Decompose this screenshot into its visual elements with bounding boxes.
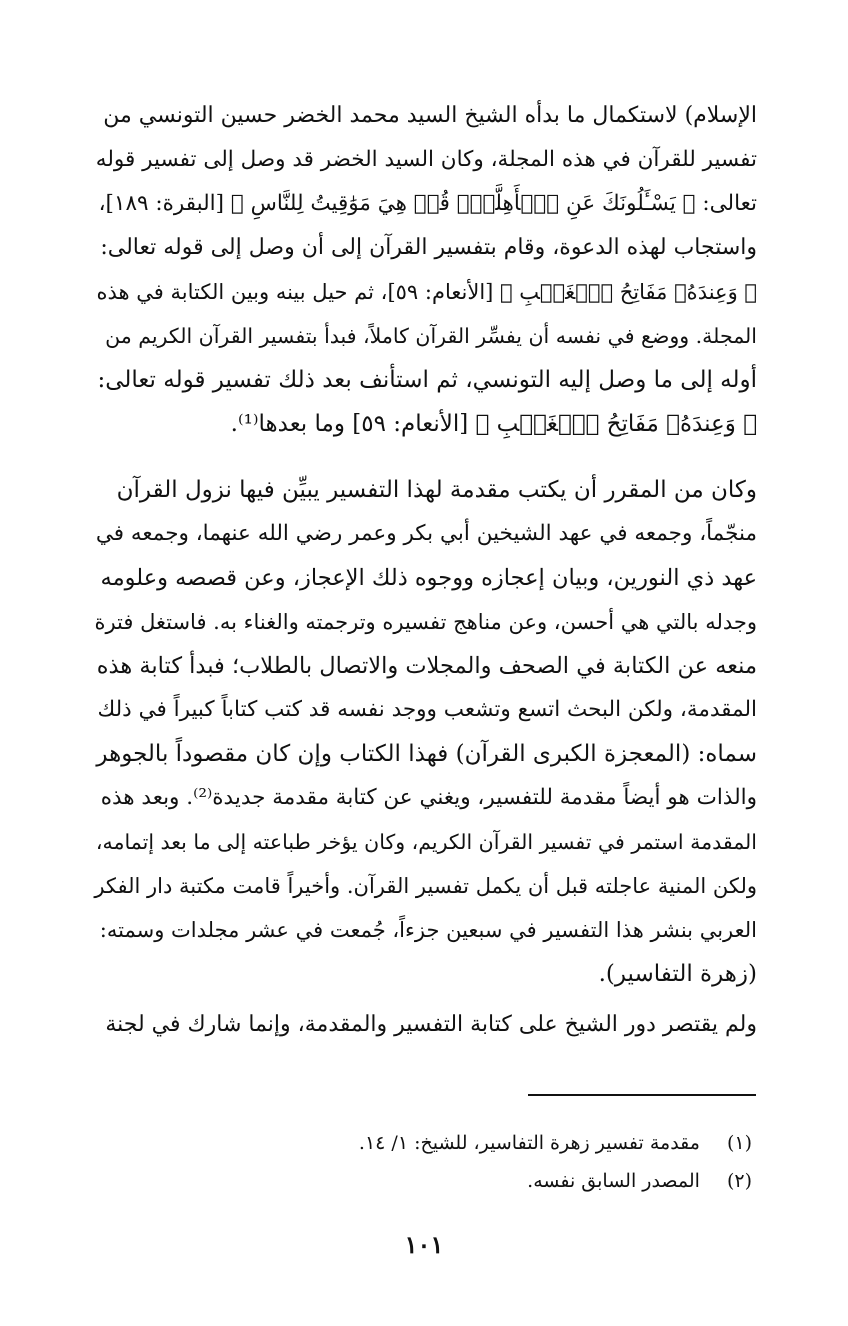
text-line: أوله إلى ما وصل إليه التونسي، ثم استأنف بعد ذلك تفسير قوله تعالى: [97,367,757,393]
paragraph-3 [92,1003,757,1047]
footnote-text: مقدمة تفسير زهرة التفاسير، للشيخ: ١/ ١٤. [358,1132,700,1154]
text-line: ﴿ وَعِندَهُۥ مَفَاتِحُ ٱلۡغَيۡبِ ﴾ [الأنعام: ٥٩]، ثم حيل بينه وبين الكتابة في هذه [96,280,757,304]
text-line: والذات هو أيضاً مقدمة للتفسير، ويغني عن كتابة مقدمة جديدة⁽²⁾. وبعد هذه [100,785,757,810]
text-line: (زهرة التفاسير). [598,961,757,987]
text-line: منعه عن الكتابة في الصحف والمجلات والاتصال بالطلاب؛ فبدأ كتابة هذه [96,653,757,679]
paragraph-1 [92,94,757,446]
footnote-2 [232,1162,752,1200]
text-line: العربي بنشر هذا التفسير في سبعين جزءاً، جُمعت في عشر مجلدات وسمته: [99,918,757,942]
paragraph-2 [92,468,757,996]
text-line: سماه: (المعجزة الكبرى القرآن) فهذا الكتاب وإن كان مقصوداً بالجوهر [96,741,757,767]
footnote-divider [528,1094,756,1096]
text-line: وجدله بالتي هي أحسن، وعن مناهج تفسيره وترجمته والغناء به. فاستغل فترة [94,610,757,634]
text-line: تفسير للقرآن في هذه المجلة، وكان السيد الخضر قد وصل إلى تفسير قوله [95,147,757,172]
text-line: تعالى: ﴿ يَسْـَٔلُونَكَ عَنِ ٱلۡأَهِلَّةِۖ قُلۡ هِيَ مَوَٰقِيتُ لِلنَّاسِ ﴾ [البقرة: ١٨٩]، [98,191,757,216]
footnote-number: (١) [726,1132,752,1154]
text-line: ولم يقتصر دور الشيخ على كتابة التفسير والمقدمة، وإنما شارك في لجنة [105,1012,757,1037]
footnote-1 [232,1124,752,1162]
text-line: ولكن المنية عاجلته قبل أن يكمل تفسير القرآن. وأخيراً قامت مكتبة دار الفكر [94,874,757,898]
text-line: المجلة. ووضع في نفسه أن يفسِّر القرآن كاملاً، فبدأ بتفسير القرآن الكريم من [105,324,757,348]
footnote-text: المصدر السابق نفسه. [527,1170,700,1192]
page-number: ١٠١ [404,1230,444,1259]
text-line: وكان من المقرر أن يكتب مقدمة لهذا التفسير يبيِّن فيها نزول القرآن [116,477,757,503]
text-line: عهد ذي النورين، وبيان إعجازه ووجوه ذلك الإعجاز، وعن قصصه وعلومه [100,565,757,591]
text-line: المقدمة استمر في تفسير القرآن الكريم، وكان يؤخر طباعته إلى ما بعد إتمامه، [95,830,757,854]
text-line: المقدمة، ولكن البحث اتسع وتشعب ووجد نفسه قد كتب كتاباً كبيراً في ذلك [97,697,757,722]
text-line: الإسلام) لاستكمال ما بدأه الشيخ السيد محمد الخضر حسين التونسي من [103,103,757,128]
footnote-number: (٢) [726,1170,752,1192]
text-line: منجّماً، وجمعه في عهد الشيخين أبي بكر وعمر رضي الله عنهما، وجمعه في [95,521,757,546]
footnotes [232,1124,752,1200]
text-line: ﴿ وَعِندَهُۥ مَفَاتِحُ ٱلۡغَيۡبِ ﴾ [الأنعام: ٥٩] وما بعدها⁽¹⁾. [230,411,757,437]
text-line: واستجاب لهذه الدعوة، وقام بتفسير القرآن إلى أن وصل إلى قوله تعالى: [100,235,757,260]
